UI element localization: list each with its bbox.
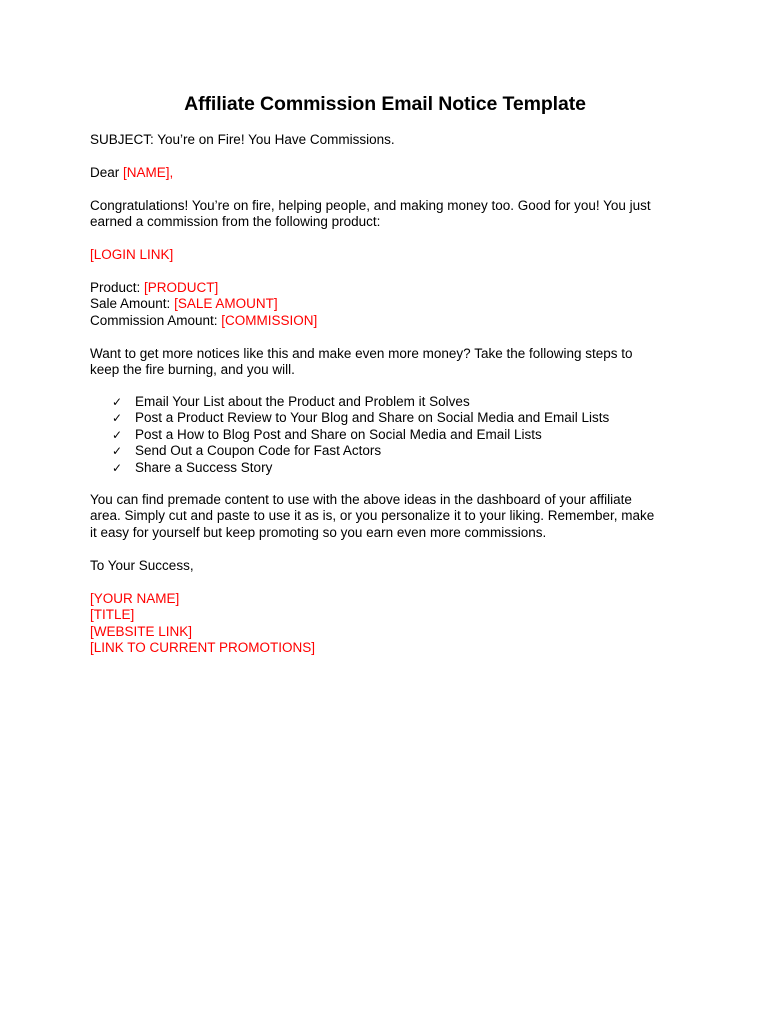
list-item xyxy=(112,443,609,459)
login-link-placeholder: [LOGIN LINK] xyxy=(90,247,174,262)
greeting-prefix: Dear xyxy=(90,165,124,180)
closing-line-2: area. Simply cut and paste to use it as is, or you personalize it to your liking. Remember, make xyxy=(90,508,655,524)
sale-amount-placeholder: [SALE AMOUNT] xyxy=(174,296,278,312)
signature-block xyxy=(90,591,315,657)
steps-line-2: keep the fire burning, and you will. xyxy=(90,362,295,378)
checkmark-icon: ✓ xyxy=(112,427,123,442)
closing-paragraph xyxy=(90,492,654,541)
list-item xyxy=(112,427,609,443)
website-link-placeholder: [WEBSITE LINK] xyxy=(90,623,193,639)
list-item xyxy=(112,410,609,426)
intro-line-1: Congratulations! You’re on fire, helping people, and making money too. Good for you! You just xyxy=(90,198,651,213)
title-placeholder: [TITLE] xyxy=(90,607,135,623)
email-subject xyxy=(90,132,395,148)
steps-checklist xyxy=(112,394,609,476)
commission-details xyxy=(90,280,317,329)
closing-line-3: it easy for yourself but keep promoting so you earn even more commissions. xyxy=(90,524,547,540)
intro-paragraph xyxy=(90,198,651,231)
steps-intro-paragraph xyxy=(90,346,633,379)
commission-amount-label: Commission Amount: xyxy=(90,312,222,328)
checkmark-icon: ✓ xyxy=(112,444,123,459)
list-item xyxy=(112,460,609,476)
list-item-text: Post a How to Blog Post and Share on Social Media and Email Lists xyxy=(135,426,542,442)
document-title: Affiliate Commission Email Notice Template xyxy=(184,93,586,115)
steps-line-1: Want to get more notices like this and make even more money? Take the following steps to xyxy=(90,346,633,361)
list-item-text: Email Your List about the Product and Problem it Solves xyxy=(135,394,470,409)
list-item-text: Send Out a Coupon Code for Fast Actors xyxy=(135,443,382,459)
list-item-text: Post a Product Review to Your Blog and Share on Social Media and Email Lists xyxy=(135,410,610,426)
your-name-placeholder: [YOUR NAME] xyxy=(90,591,180,606)
name-placeholder: [NAME], xyxy=(123,165,174,180)
sale-amount-label: Sale Amount: xyxy=(90,296,175,312)
checkmark-icon: ✓ xyxy=(112,460,123,475)
product-label: Product: xyxy=(90,280,145,295)
list-item-text: Share a Success Story xyxy=(135,459,273,475)
commission-placeholder: [COMMISSION] xyxy=(221,312,318,328)
product-placeholder: [PRODUCT] xyxy=(144,280,219,295)
signoff: To Your Success, xyxy=(90,558,194,573)
intro-line-2: earned a commission from the following product: xyxy=(90,214,381,230)
checkmark-icon: ✓ xyxy=(112,395,123,409)
closing-line-1: You can find premade content to use with the above ideas in the dashboard of your affiliate xyxy=(90,492,632,507)
subject-text: SUBJECT: You’re on Fire! You Have Commissions. xyxy=(90,132,395,147)
promotions-link-placeholder: [LINK TO CURRENT PROMOTIONS] xyxy=(90,640,316,656)
greeting xyxy=(90,165,173,181)
list-item xyxy=(112,394,609,410)
checkmark-icon: ✓ xyxy=(112,411,123,426)
